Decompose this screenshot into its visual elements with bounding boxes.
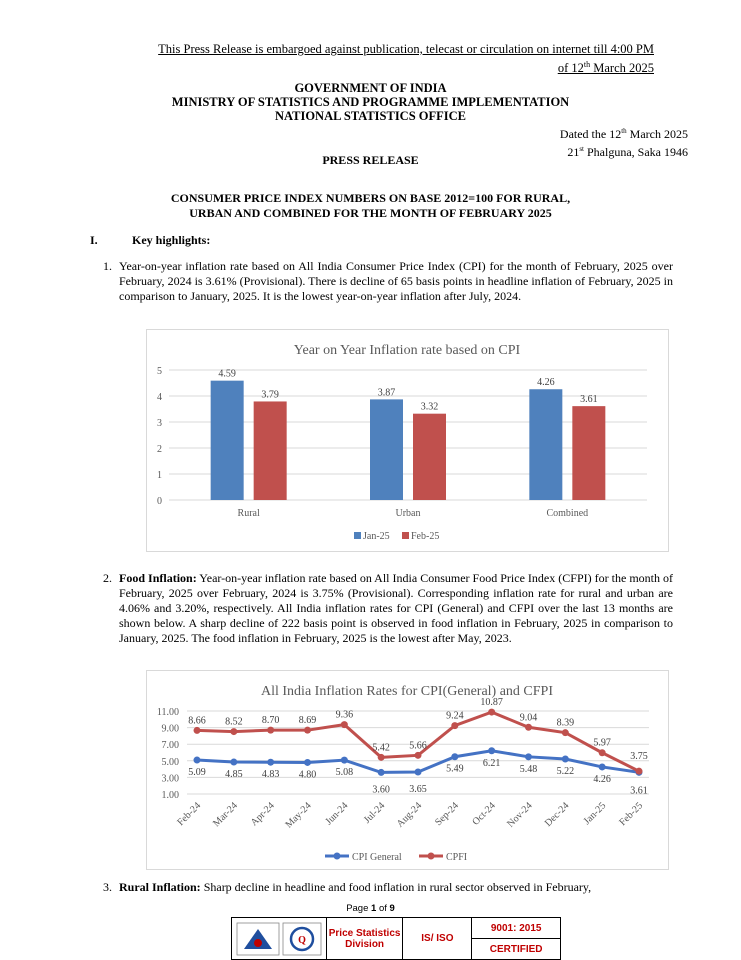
document-title: CONSUMER PRICE INDEX NUMBERS ON BASE 2012=100 FOR RURAL, URBAN AND COMBINED FOR THE MONTH OF FEBRUARY 2025 [170, 191, 571, 220]
x-category-label: Dec-24 [542, 800, 572, 829]
ministry-heading: MINISTRY OF STATISTICS AND PROGRAMME IMPLEMENTATION [171, 95, 570, 109]
x-category-label: Feb-25 [617, 800, 646, 829]
highlight-point-1: 1. Year-on-year inflation rate based on All India Consumer Price Index (CPI) for the month of February, 2025 over February, 2024 is 3.61% (Provisional). There is decline of 65 basis points in headline inflation of February, 2025 in comparison to January, 2025. It is the lowest year-on-year inflation after July, 2024. [103, 259, 673, 303]
line-chart-box [146, 670, 669, 870]
point-value-label: 4.85 [225, 769, 243, 781]
legend-swatch-Jan-25 [354, 532, 361, 539]
point-value-label: 4.83 [261, 769, 280, 781]
legend-label: Feb-25 [411, 531, 440, 542]
legend-marker-CPI General [334, 853, 341, 860]
press-release-label: PRESS RELEASE [322, 153, 419, 167]
embargo-line2: of 12th March 2025 [557, 60, 654, 76]
point-CPI General-Nov-24 [525, 753, 532, 760]
point-CPI General-Apr-24 [267, 759, 274, 766]
x-category-label: Mar-24 [211, 800, 240, 830]
svg-text:Q: Q [297, 934, 306, 946]
y-tick-label: 4 [157, 392, 162, 403]
x-category-label: Jan-25 [581, 800, 609, 827]
y-tick-label: 3.00 [161, 773, 179, 785]
point-CPI General-Feb-24 [194, 757, 201, 764]
division-label: Price Statistics Division [328, 927, 401, 950]
y-tick-label: 5 [157, 366, 162, 377]
office-heading: NATIONAL STATISTICS OFFICE [274, 109, 467, 123]
iso-badge [231, 917, 561, 960]
point-value-label: 5.08 [335, 767, 354, 779]
y-tick-label: 1.00 [161, 790, 179, 801]
point-CPI General-Oct-24 [488, 747, 495, 754]
point-value-label: 5.49 [446, 763, 464, 775]
x-category-label: Nov-24 [505, 800, 535, 830]
highlight-point-2: 2. Food Inflation: Year-on-year inflation rate based on All India Consumer Food Price Index (CFPI) for the month of February, 2025 over February, 2024 is 3.75% (Provisional). Corresponding inflation rate for rural and urban are 4.06% and 3.20%, respectively. All India inflation rates for CPI (General) and CFPI over the last 13 months are shown below. A sharp decline of 222 basis point is observed in food inflation in February, 2025 in comparison to January, 2025. The food inflation in February, 2025 is the lowest after May, 2023. [103, 571, 673, 645]
x-category-label: Oct-24 [470, 800, 498, 828]
chart-title: All India Inflation Rates for CPI(General) and CFPI [261, 684, 553, 699]
point-value-label: 8.70 [261, 715, 280, 727]
x-category-label: Aug-24 [394, 800, 425, 830]
bar-value-label: 3.87 [377, 387, 396, 399]
point-value-label: 5.09 [188, 767, 206, 779]
bar-Feb-25-Urban [413, 414, 446, 500]
bar-Jan-25-Urban [370, 399, 403, 500]
point-value-label: 3.60 [372, 784, 390, 796]
y-tick-label: 11.00 [156, 707, 179, 718]
bar-value-label: 3.32 [420, 401, 439, 413]
point-CPFI-Nov-24 [525, 724, 532, 731]
x-category-label: Jul-24 [361, 800, 388, 826]
y-tick-label: 5.00 [161, 756, 179, 768]
point-value-label: 8.52 [225, 716, 243, 728]
point-value-label: 8.39 [556, 717, 575, 729]
y-tick-label: 1 [157, 470, 162, 481]
bar-Feb-25-Combined [572, 406, 605, 500]
point-CPFI-Sep-24 [451, 722, 458, 729]
x-category-label: Combined [546, 508, 589, 519]
y-tick-label: 7.00 [161, 740, 179, 752]
bar-Jan-25-Combined [529, 389, 562, 500]
bar-chart [147, 330, 668, 551]
point-value-label: 3.61 [630, 785, 648, 797]
point-value-label: 5.42 [372, 742, 390, 754]
chart-title: Year on Year Inflation rate based on CPI [293, 343, 521, 358]
point-CPFI-Apr-24 [267, 727, 274, 734]
point-value-label: 4.80 [298, 769, 317, 781]
legend-label: Jan-25 [363, 531, 390, 542]
iso-cell [403, 918, 472, 959]
x-category-label: Sep-24 [433, 800, 461, 829]
point-value-label: 8.66 [188, 715, 206, 727]
legend-marker-CPFI [428, 853, 435, 860]
line-chart [147, 671, 668, 869]
point-CPFI-Aug-24 [415, 752, 422, 759]
bar-chart-box [146, 329, 669, 552]
highlight-point-3: 3. Rural Inflation: Sharp decline in headline and food inflation in rural sector observed in February, [103, 880, 592, 894]
point-value-label: 3.65 [409, 784, 427, 796]
bar-value-label: 3.79 [261, 389, 279, 401]
x-category-label: Feb-24 [175, 800, 204, 829]
y-tick-label: 9.00 [161, 723, 179, 735]
x-category-label: Jun-24 [323, 800, 351, 828]
point-CPI General-Mar-24 [230, 759, 237, 766]
point-CPFI-Oct-24 [488, 709, 495, 716]
point-value-label: 10.87 [480, 697, 503, 709]
bar-Feb-25-Rural [254, 401, 287, 500]
point-CPFI-May-24 [304, 727, 311, 734]
legend-label: CPI General [352, 852, 402, 863]
point-CPFI-Mar-24 [230, 728, 237, 735]
point-value-label: 5.48 [519, 763, 538, 775]
bar-value-label: 4.59 [218, 368, 236, 380]
point-value-label: 5.97 [593, 737, 611, 749]
point-value-label: 3.75 [630, 751, 648, 763]
section-heading: I. Key highlights: [90, 233, 211, 247]
point-value-label: 6.21 [482, 757, 501, 769]
embargo-line1: This Press Release is embargoed against publication, telecast or circulation on internet till 4:00 PM [158, 42, 654, 56]
gov-heading: GOVERNMENT OF INDIA [294, 81, 447, 95]
point-CPFI-Jan-25 [599, 749, 606, 756]
embargo-notice [130, 42, 654, 76]
cert-cell [472, 918, 560, 959]
point-CPFI-Jun-24 [341, 721, 348, 728]
x-category-label: Urban [395, 508, 421, 519]
point-value-label: 5.22 [556, 765, 575, 777]
point-CPFI-Feb-25 [636, 768, 643, 775]
y-tick-label: 0 [157, 496, 162, 507]
point-CPI General-May-24 [304, 759, 311, 766]
point-CPFI-Jul-24 [378, 754, 385, 761]
point-CPI General-Jul-24 [378, 769, 385, 776]
point-CPFI-Feb-24 [194, 727, 201, 734]
iso-label: IS/ ISO [421, 933, 454, 944]
point-value-label: 9.36 [335, 709, 354, 721]
point-CPI General-Aug-24 [415, 769, 422, 776]
dated-block: Dated the 12th March 2025 21st Phalguna, Saka 1946 [559, 127, 688, 159]
page-number: Page 1 of 9 [346, 903, 395, 914]
point-value-label: 9.04 [519, 712, 538, 724]
cert-status: CERTIFIED [489, 943, 543, 955]
x-category-label: Rural [237, 508, 260, 519]
point-CPFI-Dec-24 [562, 729, 569, 736]
point-CPI General-Jun-24 [341, 757, 348, 764]
point-CPI General-Sep-24 [451, 753, 458, 760]
bar-Jan-25-Rural [211, 381, 244, 500]
point-value-label: 4.26 [593, 773, 611, 785]
legend-label: CPFI [446, 852, 468, 863]
bar-value-label: 3.61 [580, 394, 598, 406]
x-category-label: Apr-24 [248, 800, 277, 829]
legend-swatch-Feb-25 [402, 532, 409, 539]
bar-value-label: 4.26 [537, 377, 555, 389]
logos-cell [232, 918, 327, 959]
cert-standard: 9001: 2015 [472, 918, 560, 939]
ministry-logos [235, 921, 323, 957]
point-value-label: 8.69 [298, 715, 317, 727]
point-value-label: 9.24 [446, 710, 464, 722]
y-tick-label: 3 [157, 418, 162, 429]
point-value-label: 5.66 [409, 740, 427, 752]
point-CPI General-Jan-25 [599, 763, 606, 770]
y-tick-label: 2 [157, 444, 162, 455]
x-category-label: May-24 [283, 800, 314, 831]
point-CPI General-Dec-24 [562, 755, 569, 762]
division-cell [327, 918, 404, 959]
